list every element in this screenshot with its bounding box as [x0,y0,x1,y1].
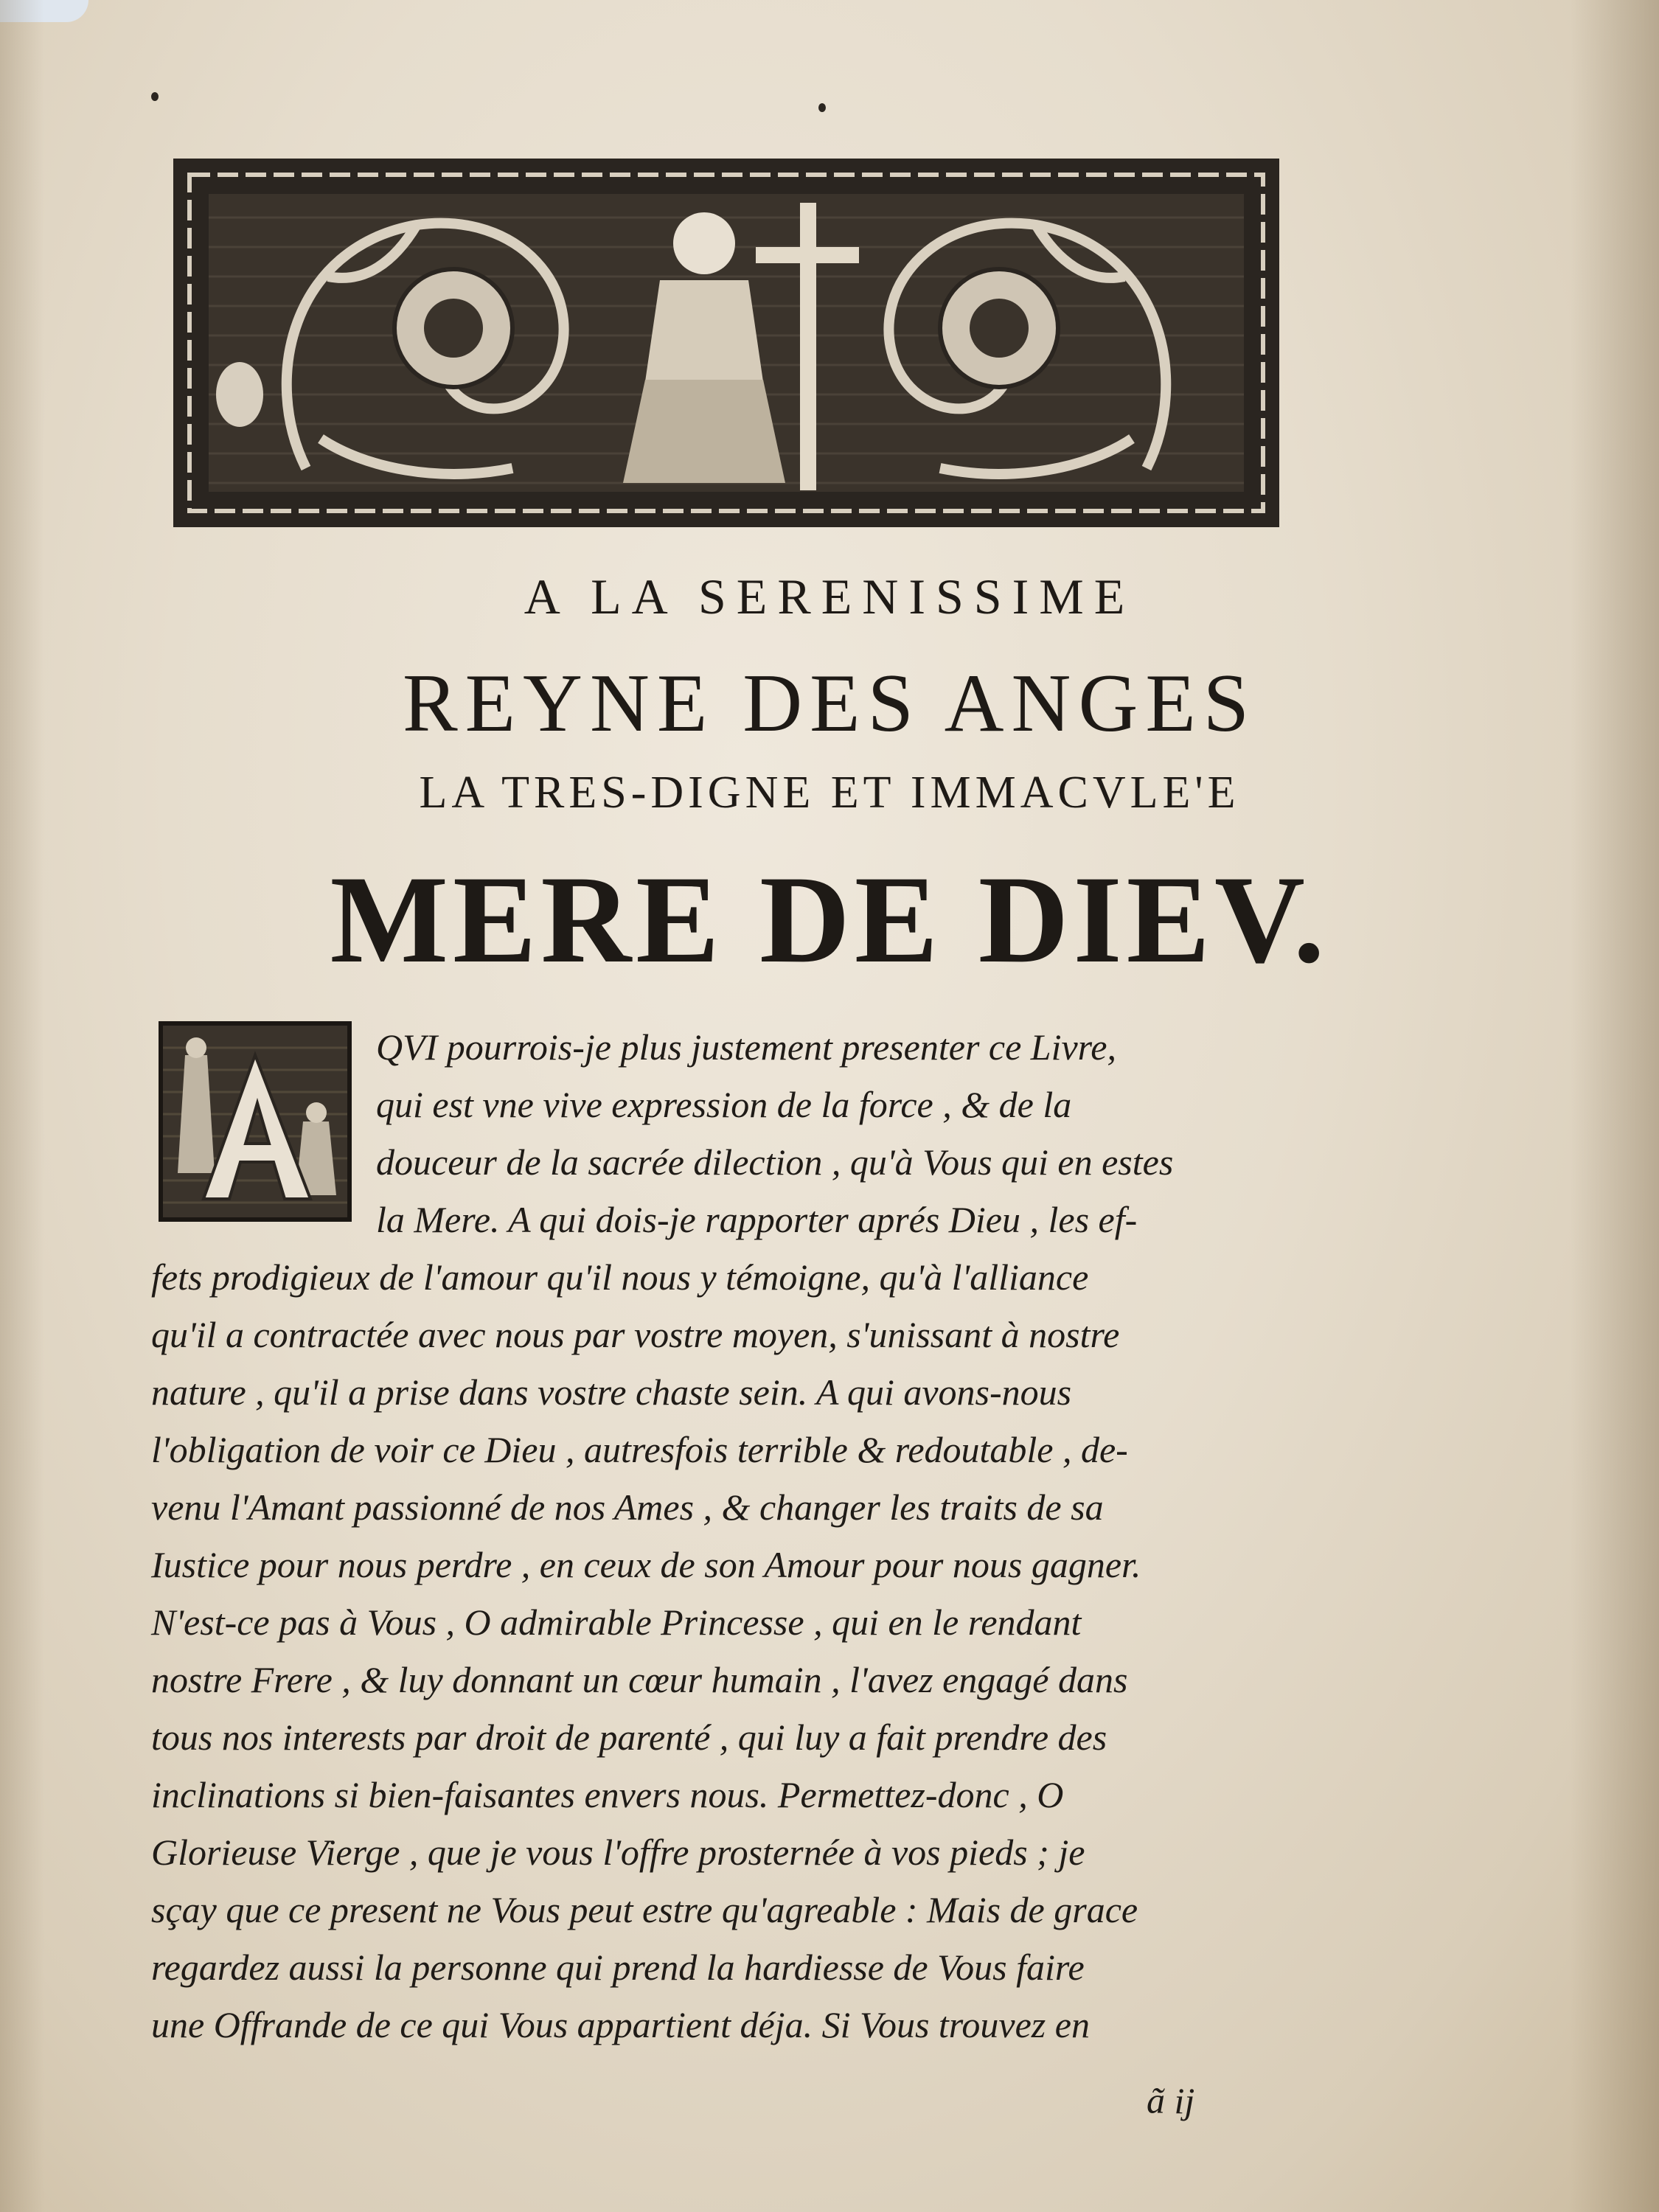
body-text-line: fets prodigieux de l'amour qu'il nous y témoigne, qu'à l'alliance [151,1256,1089,1298]
title-line-3: LA TRES-DIGNE ET IMMACVLE'E [419,768,1240,818]
body-text-line: nature , qu'il a prise dans vostre chaste sein. A qui avons-nous [151,1371,1072,1413]
ornamental-headpiece [173,159,1279,527]
body-text-line: une Offrande de ce qui Vous appartient déja. Si Vous trouvez en [151,2004,1090,2045]
decorated-initial [159,1021,352,1222]
page-edge-shadow-right [1571,0,1659,2212]
body-text-line: QVI pourrois-je plus justement presenter ce Livre, [376,1026,1116,1068]
body-text-line: nostre Frere , & luy donnant un cœur humain , l'avez engagé dans [151,1659,1128,1700]
body-text-line: Iustice pour nous perdre , en ceux de son Amour pour nous gagner. [151,1544,1141,1585]
body-text-line: inclinations si bien-faisantes envers nous. Permettez-donc , O [151,1774,1064,1815]
title-line-1: A LA SERENISSIME [524,568,1135,625]
body-text-line: l'obligation de voir ce Dieu , autresfois terrible & redoutable , de- [151,1429,1128,1470]
page-edge-shadow-left [0,0,44,2212]
body-text-line: qui est vne vive expression de la force , & de la [376,1084,1072,1125]
body-text-line: douceur de la sacrée dilection , qu'à Vous qui en estes [376,1141,1174,1183]
body-text-line: la Mere. A qui dois-je rapporter aprés Dieu , les ef- [376,1199,1138,1240]
headpiece-woodcut-image [173,159,1279,527]
signature-mark: ã ij [1147,2080,1195,2121]
body-text-line: sçay que ce present ne Vous peut estre qu'agreable : Mais de grace [151,1889,1138,1930]
body-text-line: qu'il a contractée avec nous par vostre moyen, s'unissant à nostre [151,1314,1120,1355]
title-line-4: MERE DE DIEV. [330,850,1329,989]
body-text-line: N'est-ce pas à Vous , O admirable Princesse , qui en le rendant [151,1601,1082,1643]
decorated-initial-image [163,1026,347,1217]
body-text-line: Glorieuse Vierge , que je vous l'offre prosternée à vos pieds ; je [151,1832,1085,1873]
ink-speck [818,103,826,112]
ink-speck [151,92,159,101]
body-text-line: tous nos interests par droit de parenté , qui luy a fait prendre des [151,1717,1107,1758]
body-text-line: venu l'Amant passionné de nos Ames , & changer les traits de sa [151,1486,1104,1528]
title-line-2: REYNE DES ANGES [402,658,1257,749]
body-text-line: regardez aussi la personne qui prend la hardiesse de Vous faire [151,1947,1085,1988]
